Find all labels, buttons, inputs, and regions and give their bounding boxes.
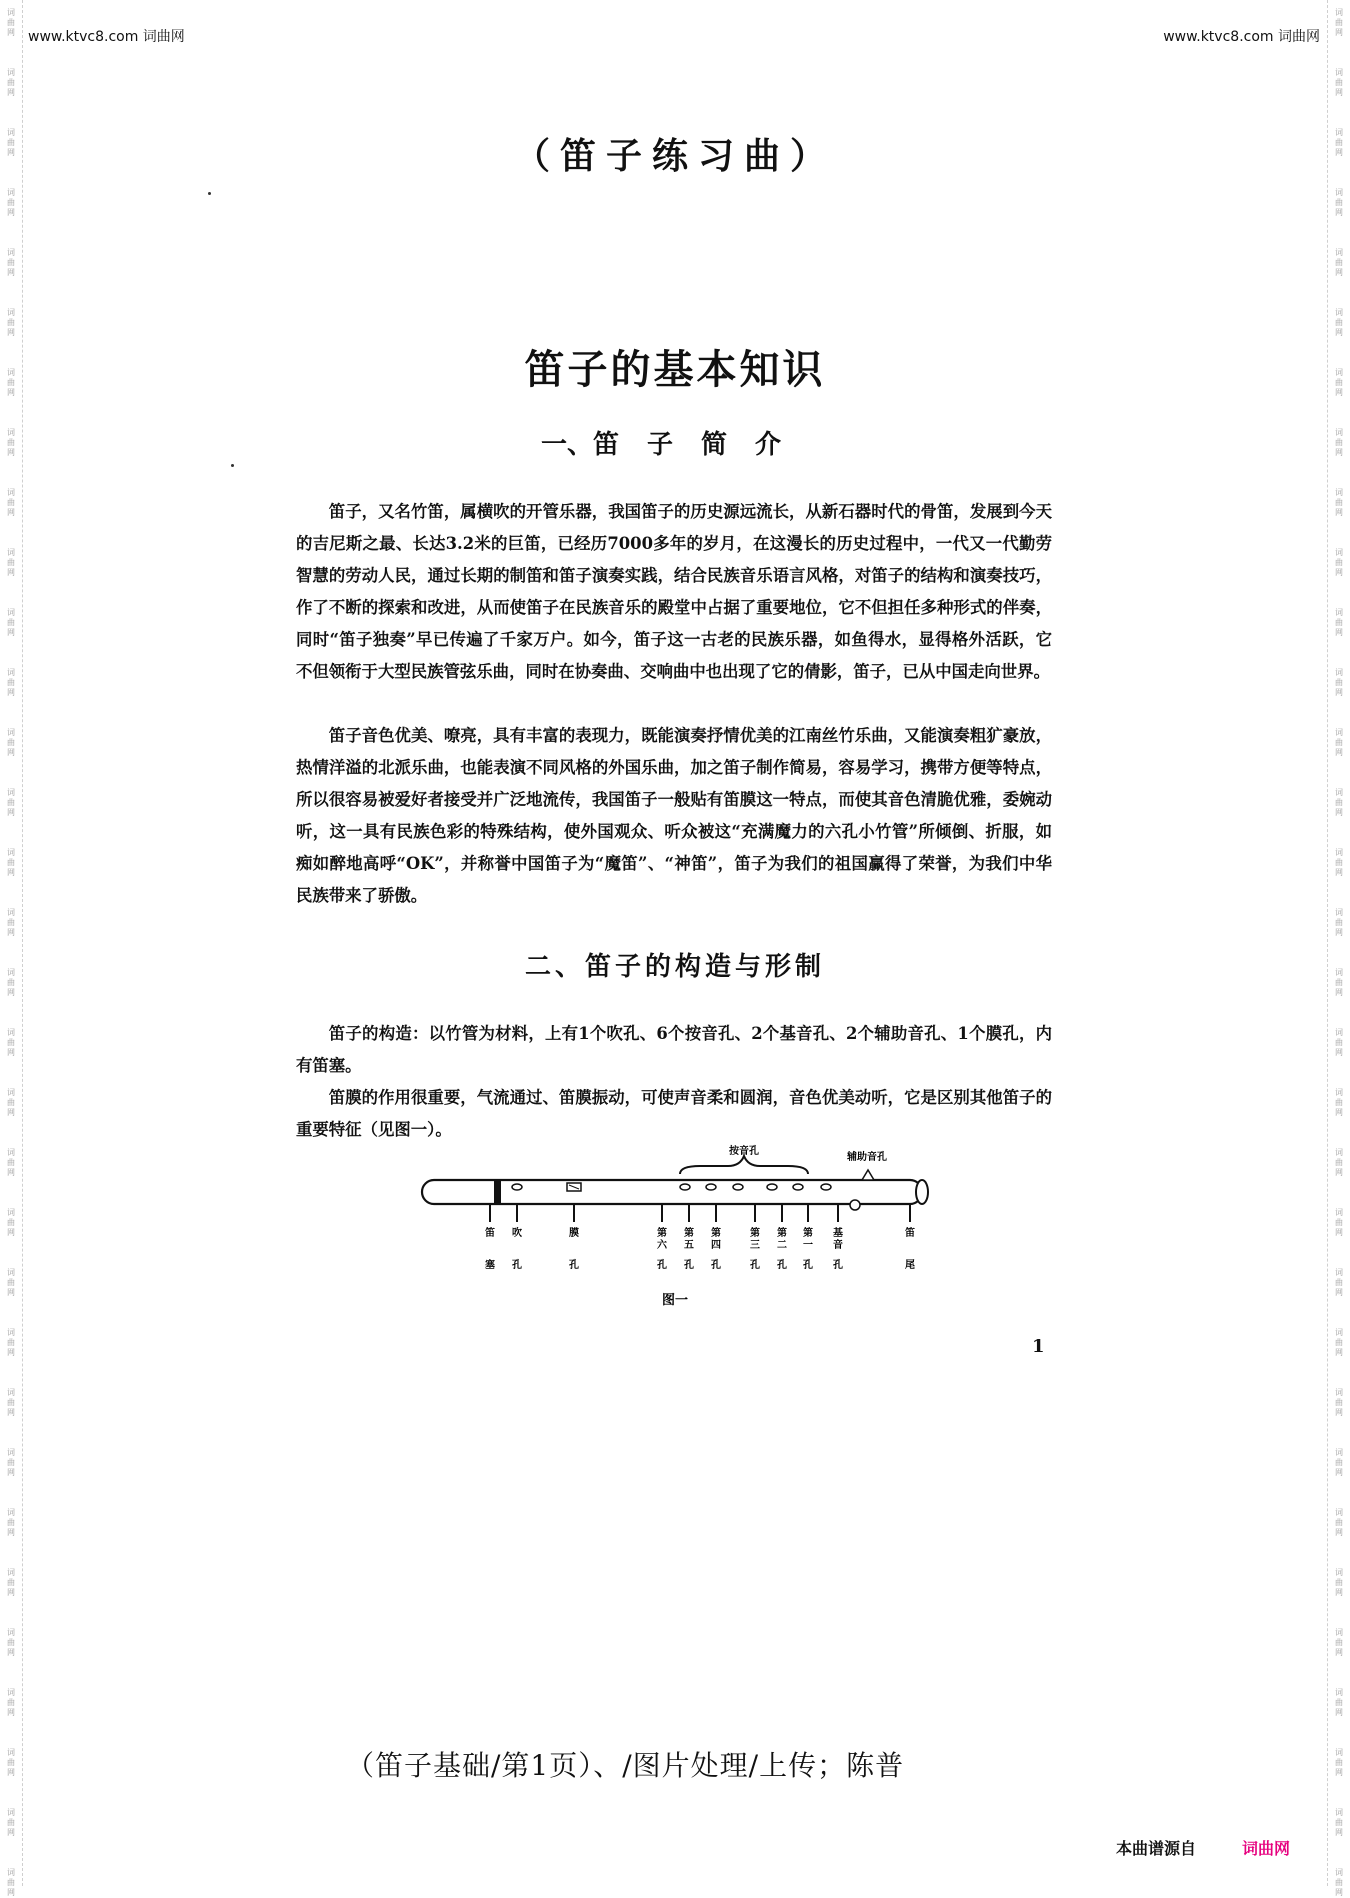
side-watermark-mark: 词 曲 网 <box>1335 68 1343 97</box>
book-title: （笛子练习曲） <box>513 135 836 177</box>
page-title: 笛子的基本知识 <box>524 346 826 393</box>
section-title: 笛子简介 <box>593 430 810 460</box>
structure-paragraph-1: 笛子的构造：以竹管为材料，上有1个吹孔、6个按音孔、2个基音孔、2个辅助音孔、1个膜孔，内有笛塞。 <box>296 1024 1052 1075</box>
side-watermark-mark: 词 曲 网 <box>7 848 15 877</box>
side-watermark-mark: 词 曲 网 <box>7 1628 15 1657</box>
side-watermark-mark: 词 曲 网 <box>1335 1328 1343 1357</box>
side-watermark-mark: 词 曲 网 <box>7 788 15 817</box>
side-watermark-mark: 词 曲 网 <box>7 1328 15 1357</box>
side-watermark-mark: 词 曲 网 <box>1335 1268 1343 1297</box>
side-watermark-mark: 词 曲 网 <box>1335 248 1343 277</box>
site-url-left[interactable]: www.ktvc8.com 词曲网 <box>28 29 185 45</box>
aux-hole-marker <box>862 1170 874 1180</box>
section-heading-structure: 二、笛子的构造与形制 <box>524 952 825 982</box>
part-label: 笛 <box>485 1228 495 1239</box>
side-watermark-mark: 词 曲 网 <box>7 548 15 577</box>
source-brand[interactable]: 词曲网 <box>1242 1839 1291 1858</box>
intro-paragraph-2: 笛子音色优美、嘹亮，具有丰富的表现力，既能演奏抒情优美的江南丝竹乐曲，又能演奏粗犷豪放，热情洋溢的北派乐曲，也能表演不同风格的外国乐曲，加之笛子制作简易，容易学习，携带方便等特点，所以很容易被爱好者接受并广泛地流传，我国笛子一般贴有笛膜这一特点，而使其音色清脆优雅，委婉动听，这一具有民族色彩的特殊结构，使外国观众、听众被这“充满魔力的六孔小竹管”所倾倒、折服，如痴如醉地高呼“OK”，并称誉中国笛子为“魔笛”、“神笛”，笛子为我们的祖国赢得了荣誉，为我们中华民族带来了骄傲。 <box>296 726 1052 905</box>
part-label: 孔 <box>750 1260 760 1271</box>
side-watermark-mark: 词 曲 网 <box>1335 368 1343 397</box>
part-label: 孔 <box>803 1260 813 1271</box>
part-label: 膜 <box>569 1228 579 1239</box>
finger-hole-2 <box>793 1184 803 1190</box>
part-label: 孔 <box>684 1260 694 1271</box>
flute-diagram <box>410 1142 940 1312</box>
side-watermark-mark: 词 曲 网 <box>1335 1088 1343 1117</box>
side-watermark-mark: 词 曲 网 <box>7 1448 15 1477</box>
source-credit <box>1116 1836 1290 1859</box>
finger-holes-brace <box>680 1156 808 1174</box>
part-label: 笛 <box>905 1228 915 1239</box>
part-label: 一 <box>803 1240 813 1251</box>
part-label: 第 <box>684 1228 694 1239</box>
scan-speck <box>231 464 234 467</box>
aux-holes-label: 辅助音孔 <box>847 1152 887 1163</box>
side-watermark-mark: 词 曲 网 <box>7 308 15 337</box>
side-watermark-mark: 词 曲 网 <box>1335 308 1343 337</box>
side-watermark-mark: 词 曲 网 <box>7 1808 15 1837</box>
side-watermark-mark: 词 曲 网 <box>1335 908 1343 937</box>
finger-hole-5 <box>706 1184 716 1190</box>
part-label: 塞 <box>485 1260 495 1271</box>
part-labels <box>485 1204 915 1271</box>
part-label: 第 <box>750 1228 760 1239</box>
side-watermark-mark: 词 曲 网 <box>1335 1028 1343 1057</box>
side-watermark-mark: 词 曲 网 <box>7 1088 15 1117</box>
side-watermark-mark: 词 曲 网 <box>7 1748 15 1777</box>
part-label: 第 <box>657 1228 667 1239</box>
finger-hole-4 <box>733 1184 743 1190</box>
side-watermark-mark: 词 曲 网 <box>7 1268 15 1297</box>
side-watermark-mark: 词 曲 网 <box>1335 1808 1343 1837</box>
side-watermark-mark: 词 曲 网 <box>1335 788 1343 817</box>
side-watermark-mark: 词 曲 网 <box>7 8 15 37</box>
flute-stopper <box>494 1180 501 1204</box>
part-label: 吹 <box>512 1228 522 1239</box>
footer-note: （笛子基础/第1页）、/图片处理/上传；陈普 <box>346 1749 905 1782</box>
side-watermark-mark: 词 曲 网 <box>1335 848 1343 877</box>
side-watermark-mark: 词 曲 网 <box>7 428 15 457</box>
part-label: 孔 <box>777 1260 787 1271</box>
side-watermark-mark: 词 曲 网 <box>1335 1568 1343 1597</box>
finger-hole-3 <box>767 1184 777 1190</box>
intro-paragraph-1: 笛子，又名竹笛，属横吹的开管乐器，我国笛子的历史源远流长，从新石器时代的骨笛，发展到今天的吉尼斯之最、长达3.2米的巨笛，已经历7000多年的岁月，在这漫长的历史过程中，一代又一代勤劳智慧的劳动人民，通过长期的制笛和笛子演奏实践，结合民族音乐语言风格，对笛子的结构和演奏技巧，作了不断的探索和改进，从而使笛子在民族音乐的殿堂中占据了重要地位，它不但担任多种形式的伴奏，同时“笛子独奏”早已传遍了千家万户。如今，笛子这一古老的民族乐器，如鱼得水，显得格外活跃，它不但领衔于大型民族管弦乐曲，同时在协奏曲、交响曲中也出现了它的倩影，笛子，已从中国走向世界。 <box>296 502 1052 681</box>
side-watermark-mark: 词 曲 网 <box>7 1028 15 1057</box>
scan-speck <box>208 192 211 195</box>
side-watermark-mark: 词 曲 网 <box>7 488 15 517</box>
section-heading-intro <box>0 424 1350 461</box>
part-label: 六 <box>657 1240 667 1251</box>
base-hole <box>850 1200 860 1210</box>
part-label: 孔 <box>657 1260 667 1271</box>
side-watermark-mark: 词 曲 网 <box>7 1688 15 1717</box>
part-label: 二 <box>777 1240 787 1251</box>
part-label: 孔 <box>512 1260 522 1271</box>
page-number: 1 <box>1032 1336 1045 1357</box>
right-watermark-strip <box>1327 0 1350 1897</box>
part-label: 五 <box>684 1240 694 1251</box>
side-watermark-mark: 词 曲 网 <box>1335 608 1343 637</box>
side-watermark-mark: 词 曲 网 <box>1335 1748 1343 1777</box>
part-label: 第 <box>711 1228 721 1239</box>
part-label: 音 <box>833 1240 843 1251</box>
side-watermark-mark: 词 曲 网 <box>1335 188 1343 217</box>
side-watermark-mark: 词 曲 网 <box>7 1868 15 1897</box>
side-watermark-mark: 词 曲 网 <box>1335 1388 1343 1417</box>
side-watermark-mark: 词 曲 网 <box>1335 548 1343 577</box>
side-watermark-mark: 词 曲 网 <box>7 908 15 937</box>
side-watermark-mark: 词 曲 网 <box>1335 1868 1343 1897</box>
part-label: 第 <box>777 1228 787 1239</box>
side-watermark-mark: 词 曲 网 <box>7 188 15 217</box>
side-watermark-mark: 词 曲 网 <box>7 668 15 697</box>
side-watermark-mark: 词 曲 网 <box>7 248 15 277</box>
left-watermark-strip <box>0 0 23 1897</box>
section-number: 一、 <box>540 430 593 460</box>
side-watermark-mark: 词 曲 网 <box>7 68 15 97</box>
side-watermark-mark: 词 曲 网 <box>7 1508 15 1537</box>
finger-holes-label: 按音孔 <box>729 1146 759 1157</box>
part-label: 孔 <box>833 1260 843 1271</box>
side-watermark-mark: 词 曲 网 <box>1335 1148 1343 1177</box>
side-watermark-mark: 词 曲 网 <box>7 728 15 757</box>
structure-paragraph-2: 笛膜的作用很重要，气流通过、笛膜振动，可使声音柔和圆润，音色优美动听，它是区别其他笛子的重要特征（见图一）。 <box>296 1088 1052 1139</box>
side-watermark-mark: 词 曲 网 <box>7 1568 15 1597</box>
side-watermark-mark: 词 曲 网 <box>7 1388 15 1417</box>
side-watermark-mark: 词 曲 网 <box>7 968 15 997</box>
side-watermark-mark: 词 曲 网 <box>1335 1448 1343 1477</box>
side-watermark-mark: 词 曲 网 <box>1335 668 1343 697</box>
flute-end <box>916 1180 928 1204</box>
side-watermark-mark: 词 曲 网 <box>1335 488 1343 517</box>
source-label: 本曲谱源自 <box>1116 1839 1197 1858</box>
part-label: 三 <box>750 1240 760 1251</box>
side-watermark-mark: 词 曲 网 <box>7 128 15 157</box>
side-watermark-mark: 词 曲 网 <box>1335 728 1343 757</box>
side-watermark-mark: 词 曲 网 <box>1335 128 1343 157</box>
part-label: 四 <box>711 1240 721 1251</box>
side-watermark-mark: 词 曲 网 <box>1335 1508 1343 1537</box>
side-watermark-mark: 词 曲 网 <box>7 1208 15 1237</box>
side-watermark-mark: 词 曲 网 <box>1335 1208 1343 1237</box>
side-watermark-mark: 词 曲 网 <box>7 1148 15 1177</box>
blow-hole <box>512 1184 522 1190</box>
part-label: 孔 <box>711 1260 721 1271</box>
site-url-right[interactable]: www.ktvc8.com 词曲网 <box>1163 29 1320 45</box>
finger-hole-1 <box>821 1184 831 1190</box>
part-label: 尾 <box>905 1260 915 1271</box>
part-label: 第 <box>803 1228 813 1239</box>
part-label: 孔 <box>569 1260 579 1271</box>
side-watermark-mark: 词 曲 网 <box>1335 1628 1343 1657</box>
part-label: 基 <box>833 1228 843 1239</box>
side-watermark-mark: 词 曲 网 <box>1335 968 1343 997</box>
finger-hole-6 <box>680 1184 690 1190</box>
side-watermark-mark: 词 曲 网 <box>1335 1688 1343 1717</box>
figure-caption: 图一 <box>661 1293 689 1308</box>
side-watermark-mark: 词 曲 网 <box>1335 8 1343 37</box>
side-watermark-mark: 词 曲 网 <box>7 608 15 637</box>
side-watermark-mark: 词 曲 网 <box>1335 428 1343 457</box>
side-watermark-mark: 词 曲 网 <box>7 368 15 397</box>
